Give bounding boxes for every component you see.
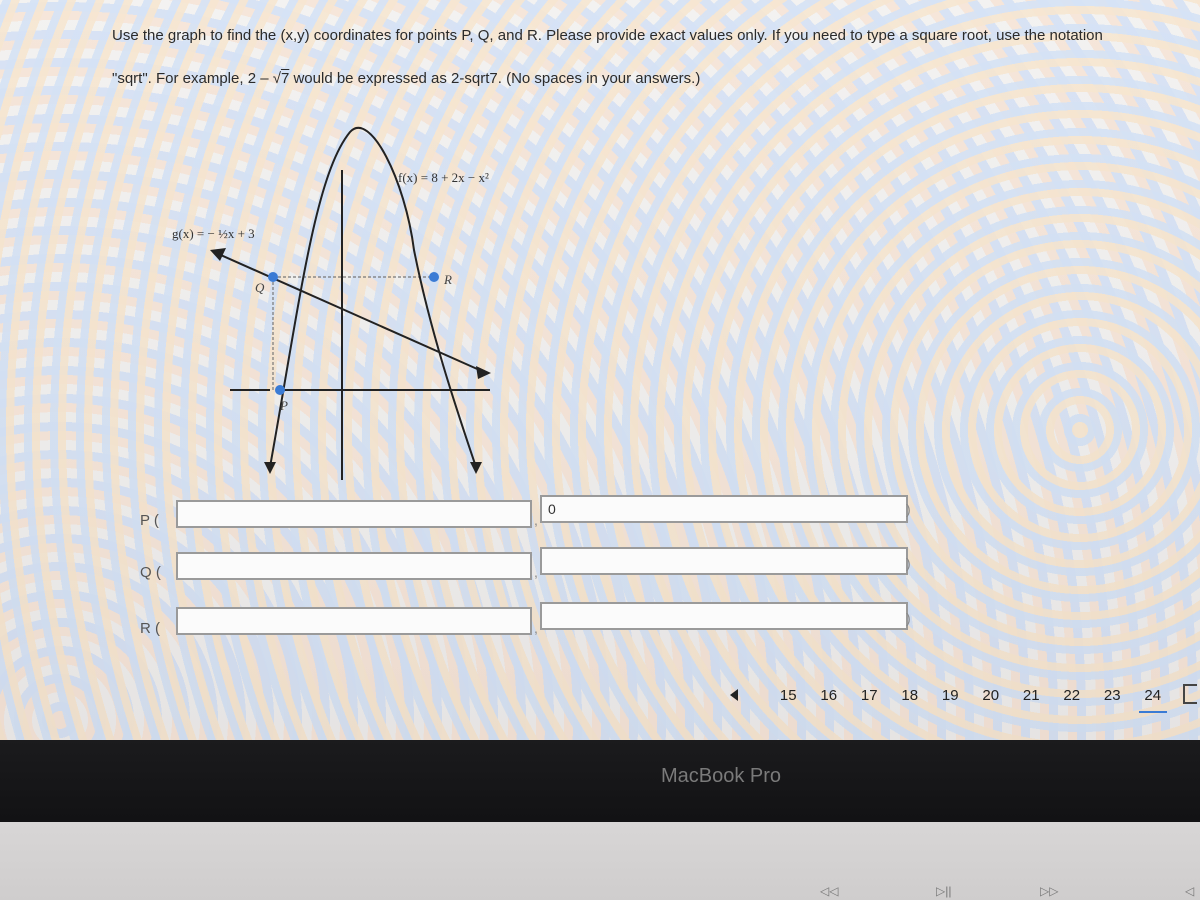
answer-p-close: ) — [906, 501, 911, 517]
page-21[interactable]: 21 — [1022, 686, 1040, 704]
answer-q-close: ) — [906, 555, 911, 571]
answer-q-label: Q ( — [140, 564, 161, 581]
answer-p-label: P ( — [140, 512, 159, 529]
next-page-icon[interactable] — [1183, 684, 1197, 704]
point-r-marker — [429, 272, 439, 282]
answer-r-y-input[interactable] — [540, 602, 908, 630]
sqrt-symbol: √ — [272, 70, 281, 87]
sqrt-radicand: 7 — [280, 70, 290, 87]
page-23[interactable]: 23 — [1103, 686, 1121, 704]
question-line-1: Use the graph to find the (x,y) coordinates for points P, Q, and R. Please provide exact values only. If you need to type a square root, use the notation — [112, 27, 1103, 44]
page-17[interactable]: 17 — [860, 686, 878, 704]
question-line-2-end: would be expressed as 2-sqrt7. (No spaces in your answers.) — [289, 70, 701, 87]
keyboard-deck — [0, 822, 1200, 900]
answer-p-y-input[interactable]: 0 — [540, 495, 908, 523]
point-p-label: P — [280, 398, 288, 413]
answer-q-x-input[interactable] — [176, 552, 532, 580]
question-line-2 — [112, 70, 700, 87]
point-q-marker — [268, 272, 278, 282]
page-18[interactable]: 18 — [901, 686, 919, 704]
fast-forward-key-icon: ▷▷ — [1040, 884, 1059, 898]
g-label: g(x) = − ½x + 3 — [172, 226, 255, 241]
answer-r-close: ) — [906, 610, 911, 626]
line-g — [214, 252, 484, 372]
answer-p-comma: , — [534, 512, 538, 528]
function-graph — [160, 120, 520, 480]
rewind-key-icon: ◁◁ — [820, 884, 839, 898]
point-q-label: Q — [255, 280, 265, 295]
answer-q-y-input[interactable] — [540, 547, 908, 575]
point-p-marker — [275, 385, 285, 395]
play-pause-key-icon: ▷|| — [936, 884, 952, 898]
answer-r-comma: , — [534, 620, 538, 636]
answer-r-label: R ( — [140, 620, 160, 637]
page-20[interactable]: 20 — [982, 686, 1000, 704]
page-22[interactable]: 22 — [1063, 686, 1081, 704]
previous-page-arrow-icon[interactable] — [730, 689, 738, 701]
line-right-arrow-icon — [476, 366, 491, 379]
page-19[interactable]: 19 — [941, 686, 959, 704]
question-line-2-start: "sqrt". For example, 2 – — [112, 70, 273, 87]
device-brand-label: MacBook Pro — [660, 765, 782, 787]
page-24[interactable]: 24 — [1133, 687, 1174, 704]
answer-p-x-input[interactable] — [176, 500, 532, 528]
line-left-arrow-icon — [210, 248, 226, 261]
parabola-left-arrow-icon — [264, 462, 276, 474]
volume-key-icon: ◁ — [1185, 884, 1195, 898]
f-label: f(x) = 8 + 2x − x² — [398, 170, 489, 185]
answer-r-x-input[interactable] — [176, 607, 532, 635]
page-16[interactable]: 16 — [820, 686, 838, 704]
parabola-right-arrow-icon — [470, 462, 482, 474]
point-r-label: R — [444, 272, 452, 287]
pagination — [730, 678, 1173, 712]
page-15[interactable]: 15 — [779, 686, 797, 704]
answer-q-comma: , — [534, 564, 538, 580]
